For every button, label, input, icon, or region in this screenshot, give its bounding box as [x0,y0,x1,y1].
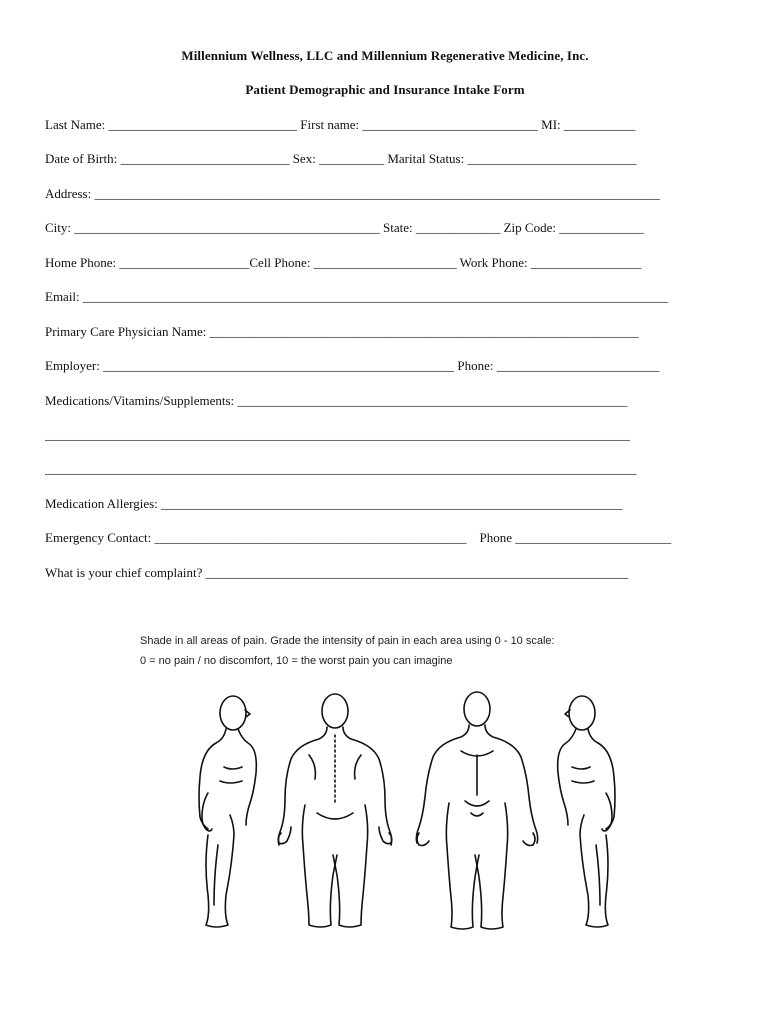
body-side-left-figure[interactable] [199,696,256,927]
physician-field[interactable]: Primary Care Physician Name: __________________________________________________________________ [45,324,639,339]
allergies-field[interactable]: Medication Allergies: _______________________________________________________________________ [45,496,623,511]
employer-row[interactable]: Employer: ______________________________________________________ Phone: _________________________ [45,358,660,373]
city-state-zip-row[interactable]: City: _______________________________________________ State: _____________ Zip Code: _____________ [45,220,644,235]
pain-body-diagram[interactable] [180,685,620,940]
name-field-row[interactable]: Last Name: _____________________________ First name: ___________________________ MI: ___________ [45,117,636,132]
pain-instructions-1: Shade in all areas of pain. Grade the intensity of pain in each area using 0 - 10 scale: [140,635,555,647]
emergency-contact-row[interactable]: Emergency Contact: ________________________________________________ Phone ________________________ [45,530,672,545]
medications-line-3[interactable]: ___________________________________________________________________________________________ [45,461,637,476]
body-front-figure[interactable] [416,692,537,929]
email-field[interactable]: Email: __________________________________________________________________________________________ [45,289,668,304]
body-back-figure[interactable] [278,694,391,927]
form-title: Patient Demographic and Insurance Intake Form [245,82,525,97]
dob-sex-marital-row[interactable]: Date of Birth: __________________________ Sex: __________ Marital Status: __________________________ [45,151,637,166]
phones-row[interactable]: Home Phone: ____________________Cell Phone: ______________________ Work Phone: _________________ [45,255,642,270]
org-title: Millennium Wellness, LLC and Millennium Regenerative Medicine, Inc. [181,48,589,63]
medications-line-2[interactable]: __________________________________________________________________________________________ [45,427,630,442]
body-side-right-figure[interactable] [558,696,615,927]
pain-instructions-2: 0 = no pain / no discomfort, 10 = the worst pain you can imagine [140,655,453,667]
address-field[interactable]: Address: _______________________________________________________________________________________ [45,186,660,201]
chief-complaint-field[interactable]: What is your chief complaint? _________________________________________________________________ [45,565,629,580]
medications-field[interactable]: Medications/Vitamins/Supplements: ____________________________________________________________ [45,393,628,408]
